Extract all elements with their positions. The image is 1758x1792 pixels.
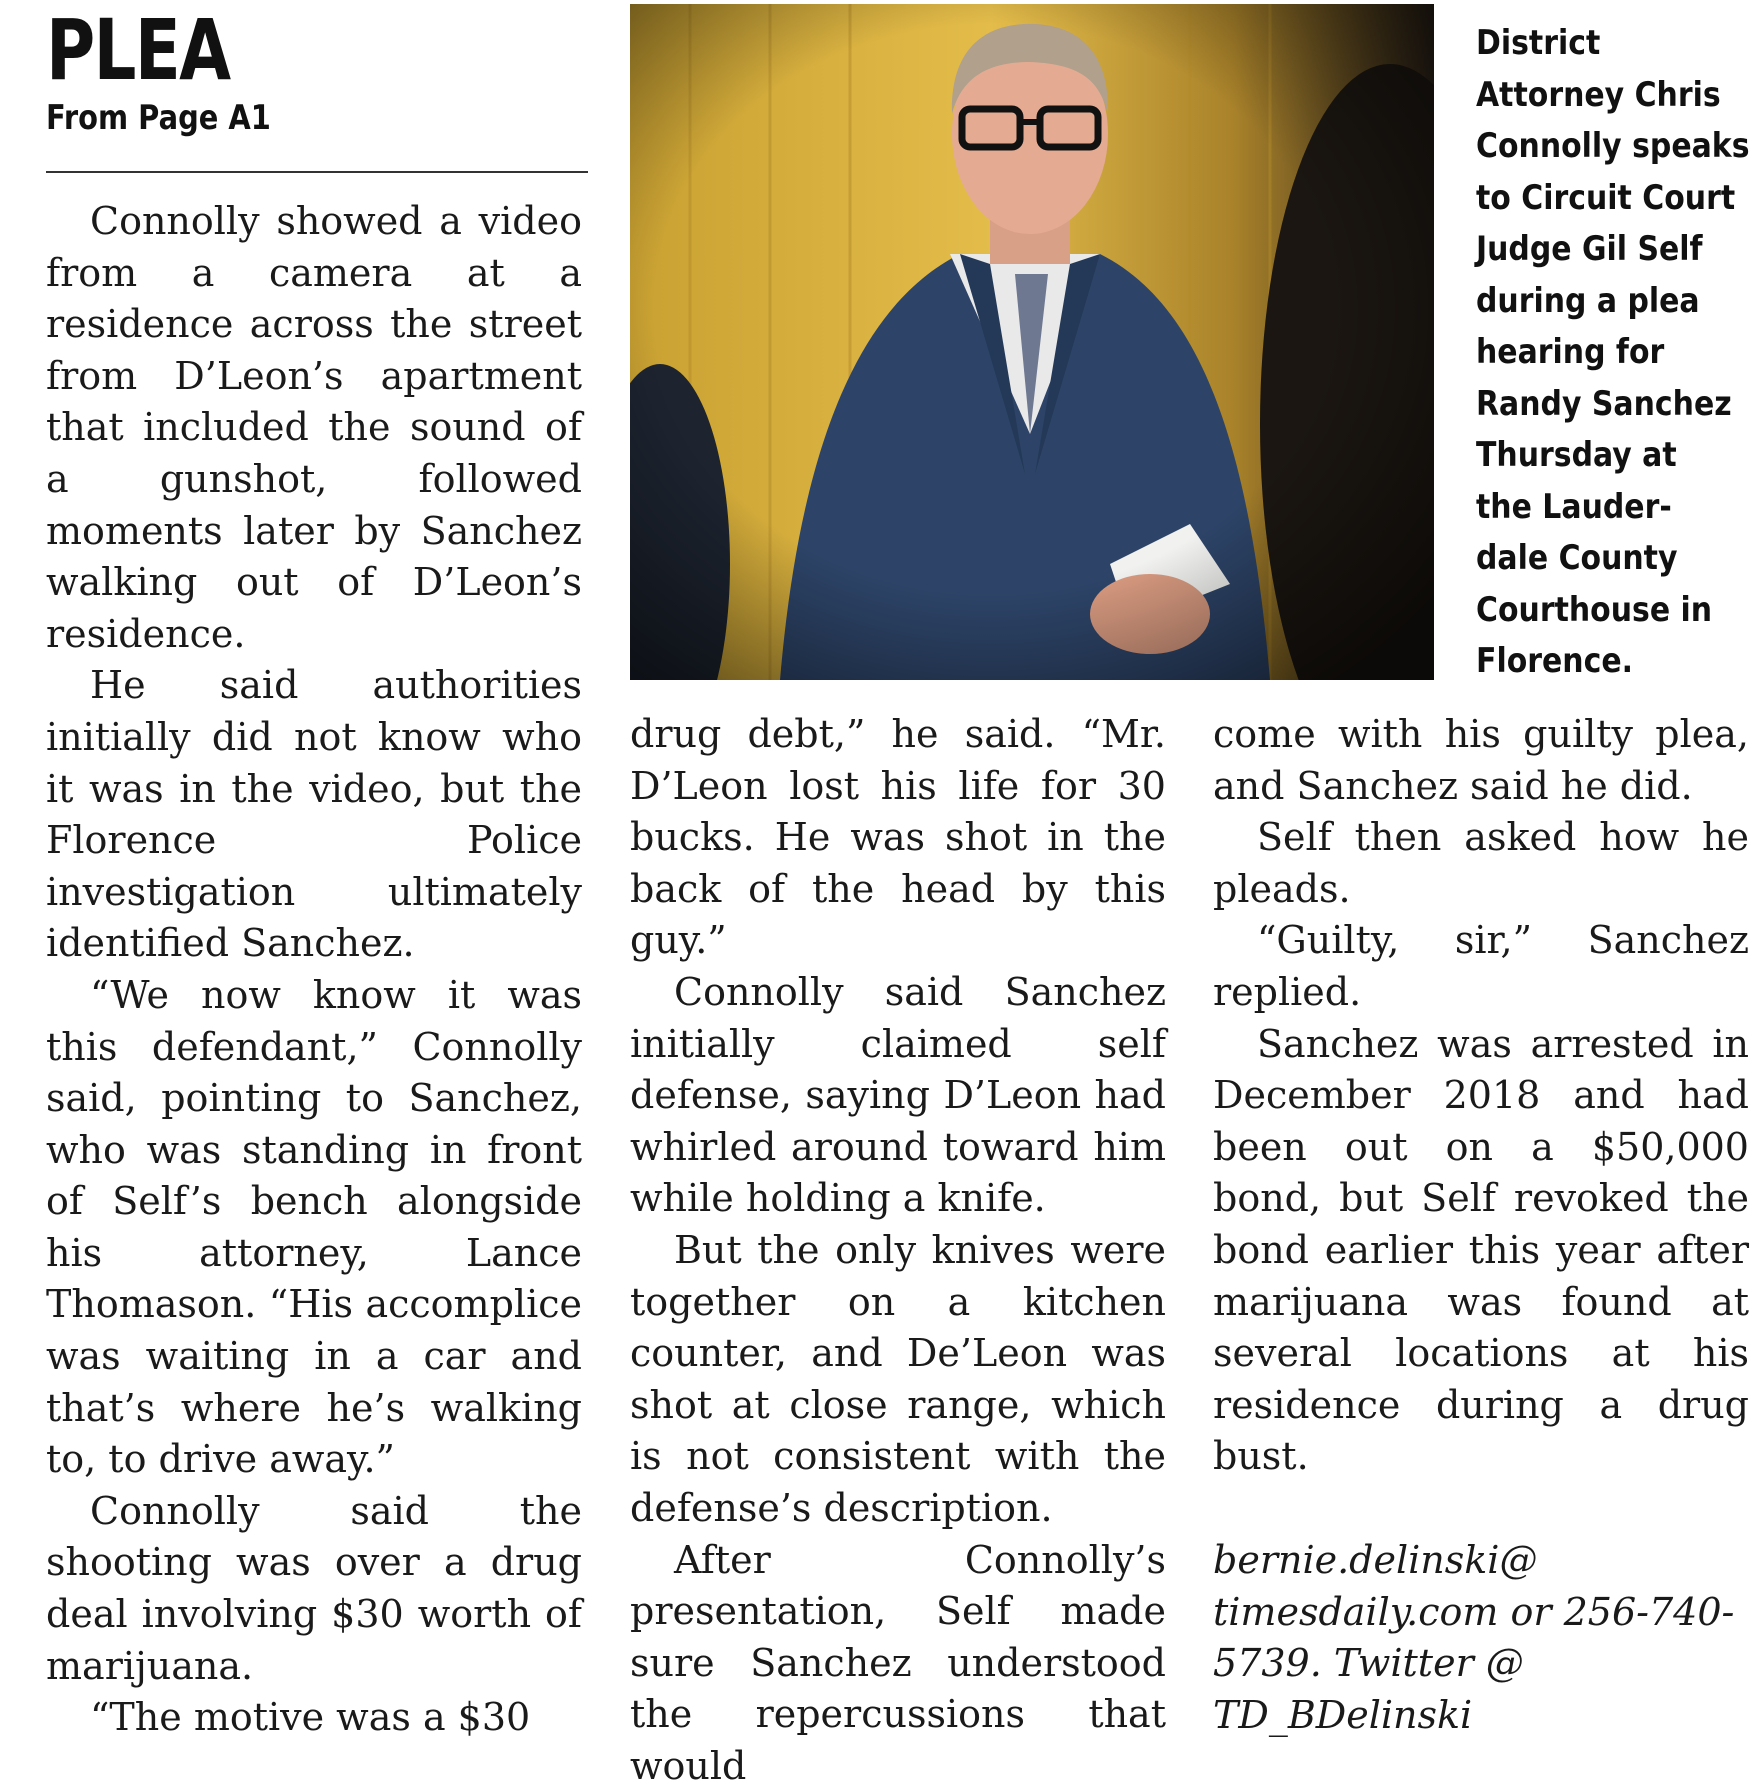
photo-caption (1476, 18, 1724, 688)
photo-illustration (630, 4, 1434, 680)
courtroom-photo (630, 4, 1434, 680)
paragraph: Connolly showed a video from a camera at a residence across the street from D’Leon’s apartment that included the sound of a gunshot, followed moments later by Sanchez walking out of D’Leon’s residence. (46, 196, 582, 660)
caption-line: Connolly speaks (1476, 121, 1724, 173)
jump-line: From Page A1 (46, 98, 271, 138)
paragraph: After Connolly’s presentation, Self made sure Sanchez understood the repercussions that would (630, 1535, 1166, 1792)
caption-line: Attorney Chris (1476, 70, 1724, 122)
paragraph-continued: come with his guilty plea, and Sanchez said he did. (1213, 709, 1749, 812)
caption-line: hearing for (1476, 327, 1724, 379)
caption-line: the Lauder- (1476, 482, 1724, 534)
caption-line: Randy Sanchez (1476, 379, 1724, 431)
caption-line: District (1476, 18, 1724, 70)
paragraph: But the only knives were together on a kitchen counter, and De’Leon was shot at close range, which is not consistent with the defense’s description. (630, 1225, 1166, 1535)
caption-line: during a plea (1476, 276, 1724, 328)
article-column-3 (1213, 709, 1749, 1741)
headline: PLEA (46, 8, 230, 92)
author-contact: bernie.delinski@ timesdaily.com or 256-740-5739. Twitter @ TD_BDelinski (1213, 1535, 1749, 1741)
paragraph: Sanchez was arrested in December 2018 and had been out on a $50,000 bond, but Self revoked the bond earlier this year after marijuana was found at several locations at his residence during a drug bust. (1213, 1019, 1749, 1483)
paragraph: Connolly said Sanchez initially claimed self defense, saying D’Leon had whirled around toward him while holding a knife. (630, 967, 1166, 1225)
caption-line: dale County (1476, 533, 1724, 585)
caption-line: Courthouse in (1476, 585, 1724, 637)
paragraph: “Guilty, sir,” Sanchez replied. (1213, 915, 1749, 1018)
article-column-2 (630, 709, 1166, 1792)
paragraph: “The motive was a $30 (46, 1692, 582, 1744)
header-rule (46, 171, 588, 173)
caption-line: Judge Gil Self (1476, 224, 1724, 276)
paragraph-continued: drug debt,” he said. “Mr. D’Leon lost his life for 30 bucks. He was shot in the back of the head by this guy.” (630, 709, 1166, 967)
article-column-1 (46, 196, 582, 1744)
caption-line: to Circuit Court (1476, 173, 1724, 225)
caption-line: Florence. (1476, 636, 1724, 688)
paragraph: Connolly said the shooting was over a drug deal involving $30 worth of marijuana. (46, 1486, 582, 1692)
caption-line: Thursday at (1476, 430, 1724, 482)
paragraph: “We now know it was this defendant,” Connolly said, pointing to Sanchez, who was standing in front of Self’s bench alongside his attorney, Lance Thomason. “His accomplice was waiting in a car and that’s where he’s walking to, to drive away.” (46, 970, 582, 1486)
paragraph: Self then asked how he pleads. (1213, 812, 1749, 915)
paragraph: He said authorities initially did not know who it was in the video, but the Florence Police investigation ultimately identified Sanchez. (46, 660, 582, 970)
